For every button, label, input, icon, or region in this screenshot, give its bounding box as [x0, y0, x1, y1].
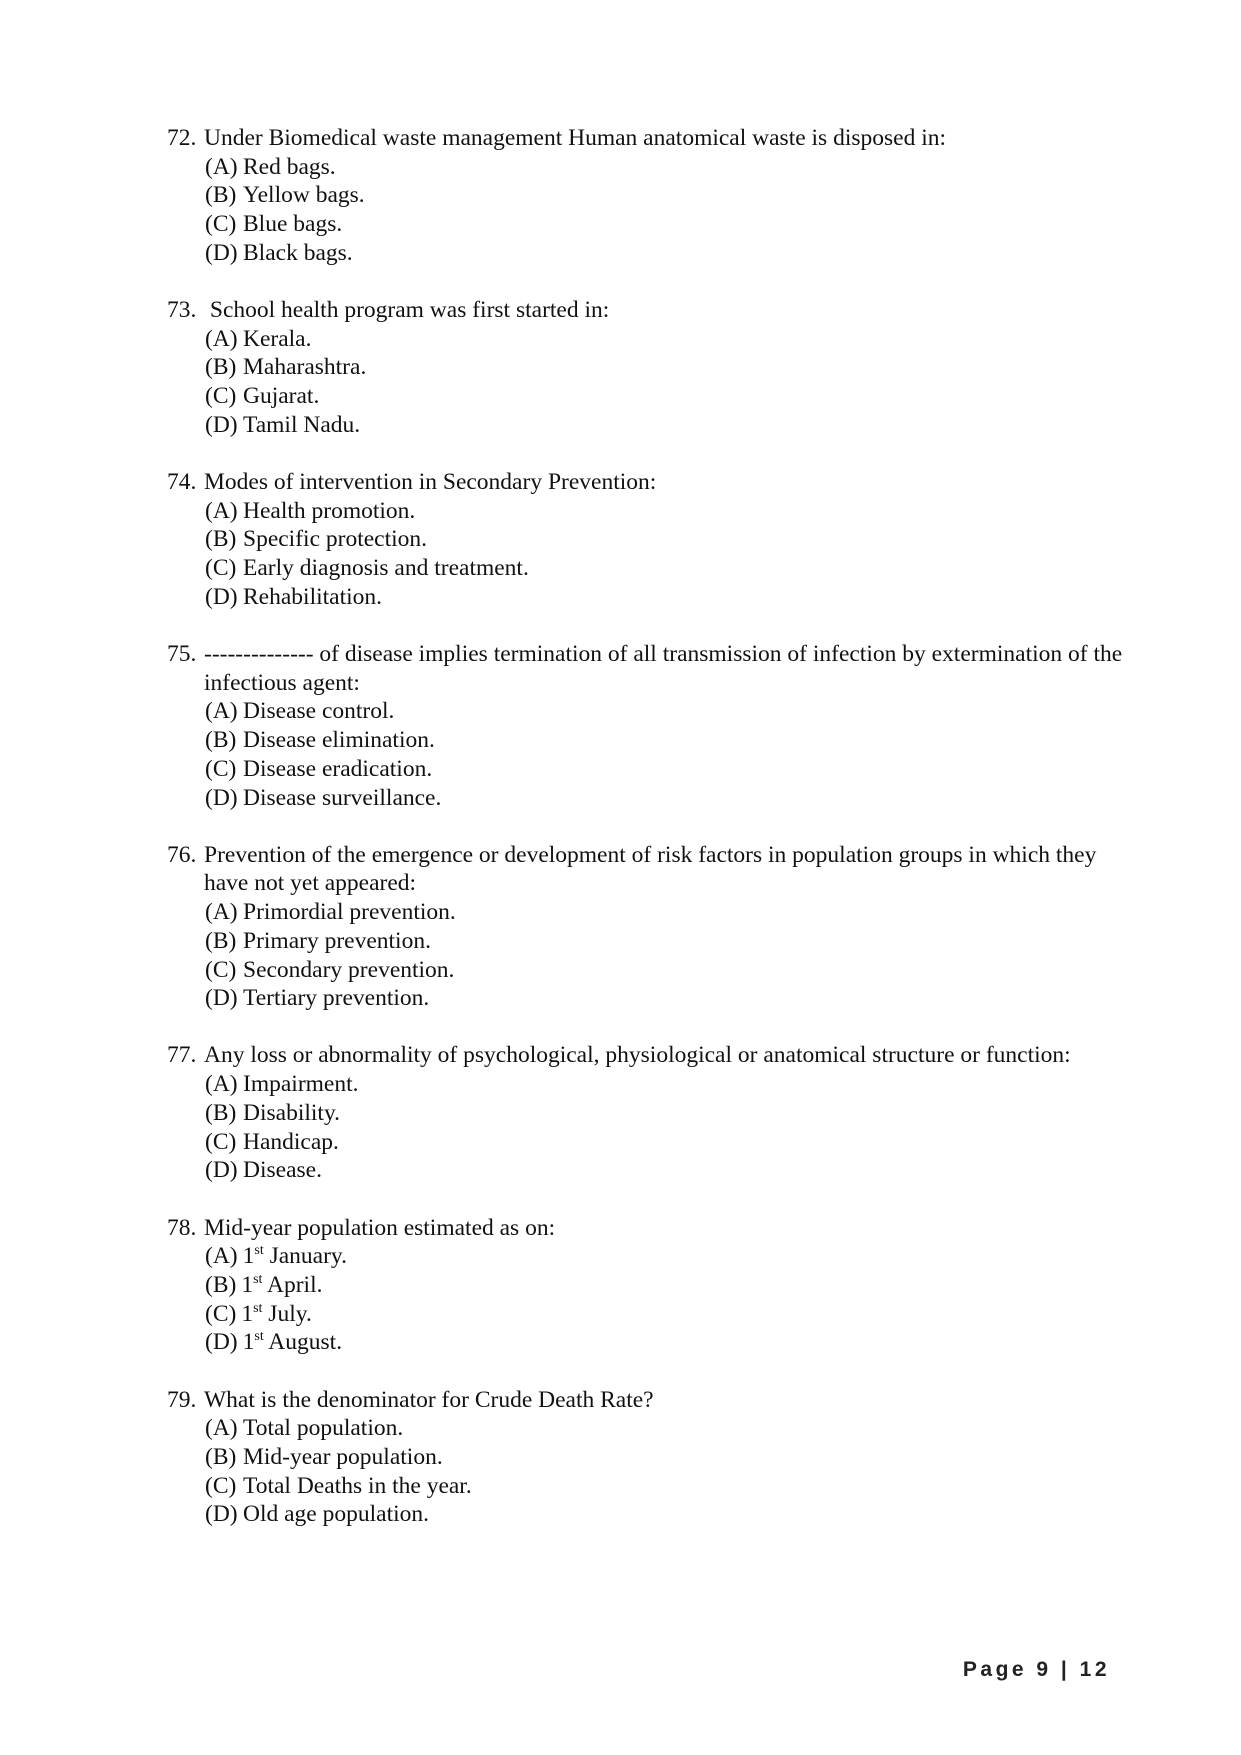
- question-text: Any loss or abnormality of psychological, physiological or anatomical structure or function:: [204, 1042, 1071, 1069]
- option-letter: (B): [205, 1443, 237, 1470]
- question-heading: [167, 640, 1137, 697]
- answer-option: [205, 898, 1137, 927]
- option-ordinal: 1: [241, 1271, 254, 1298]
- question-number: 74.: [167, 469, 197, 496]
- option-letter: (A): [205, 1071, 238, 1098]
- answer-option: [205, 1414, 1137, 1443]
- answer-option: [205, 1443, 1137, 1472]
- option-text: Disease eradication.: [243, 755, 433, 782]
- question-number: 75.: [167, 641, 197, 668]
- question-item: [167, 124, 1137, 268]
- question-number: 78.: [167, 1214, 197, 1241]
- option-text: Specific protection.: [243, 526, 428, 553]
- ordinal-suffix: st: [254, 1243, 264, 1259]
- option-letter: (B): [205, 182, 237, 209]
- answer-option: [205, 1472, 1137, 1501]
- option-letter: (B): [205, 1271, 237, 1298]
- question-text: -------------- of disease implies termination of all transmission of infection by extermination of the infectious agent:: [204, 641, 1129, 696]
- question-heading: [167, 1386, 1137, 1415]
- option-text: Disability.: [243, 1099, 341, 1126]
- answer-option: [205, 1271, 1137, 1300]
- answer-option: [205, 554, 1137, 583]
- answer-option: [205, 755, 1137, 784]
- question-number: 76.: [167, 841, 197, 868]
- question-item: [167, 468, 1137, 612]
- option-letter: (D): [205, 583, 238, 610]
- option-letter: (B): [205, 927, 237, 954]
- answer-option: [205, 1128, 1137, 1157]
- answer-option: [205, 239, 1137, 268]
- answer-options: [167, 153, 1137, 268]
- option-letter: (A): [205, 698, 238, 725]
- question-heading: [167, 468, 1137, 497]
- answer-options: [167, 1414, 1137, 1529]
- option-text: Old age population.: [243, 1501, 430, 1528]
- option-text: [241, 1271, 322, 1300]
- option-text: Maharashtra.: [243, 354, 367, 381]
- option-letter: (A): [205, 899, 238, 926]
- option-text: Primary prevention.: [243, 927, 431, 954]
- question-number: 72.: [167, 125, 197, 151]
- answer-option: [205, 1242, 1137, 1271]
- question-item: [167, 1386, 1137, 1530]
- question-number: 79.: [167, 1386, 197, 1413]
- option-text: Red bags.: [243, 153, 336, 180]
- option-ordinal: 1: [241, 1300, 254, 1327]
- option-letter: (D): [205, 1501, 238, 1528]
- option-label: July.: [262, 1300, 312, 1327]
- answer-option: [205, 153, 1137, 182]
- option-letter: (D): [205, 784, 238, 811]
- question-text: Modes of intervention in Secondary Prevention:: [204, 469, 657, 496]
- option-text: Tertiary prevention.: [243, 985, 430, 1012]
- answer-option: [205, 1328, 1137, 1357]
- answer-options: [167, 497, 1137, 612]
- option-text: Health promotion.: [243, 497, 416, 524]
- option-letter: (C): [205, 1128, 237, 1155]
- option-text: Yellow bags.: [243, 182, 365, 209]
- answer-option: [205, 583, 1137, 612]
- question-number: 77.: [167, 1042, 197, 1069]
- question-heading: [167, 296, 1137, 325]
- answer-options: [167, 697, 1137, 812]
- question-text: Under Biomedical waste management Human anatomical waste is disposed in:: [204, 125, 947, 151]
- option-letter: (C): [205, 1472, 237, 1499]
- option-letter: (A): [205, 497, 238, 524]
- answer-options: [167, 1242, 1137, 1357]
- answer-options: [167, 325, 1137, 440]
- question-heading: [167, 1214, 1137, 1243]
- option-letter: (C): [205, 383, 237, 410]
- option-text: Early diagnosis and treatment.: [243, 555, 529, 582]
- question-item: [167, 640, 1137, 812]
- question-heading: [167, 1041, 1137, 1070]
- option-label: April.: [262, 1271, 323, 1298]
- answer-option: [205, 353, 1137, 382]
- option-text: [243, 1242, 347, 1271]
- answer-option: [205, 525, 1137, 554]
- option-text: [241, 1300, 312, 1329]
- question-heading: [167, 124, 1137, 153]
- option-text: Disease.: [243, 1157, 322, 1184]
- option-letter: (D): [205, 411, 238, 438]
- option-letter: (B): [205, 727, 237, 754]
- question-item: [167, 1214, 1137, 1358]
- question-heading: [167, 841, 1137, 898]
- answer-option: [205, 325, 1137, 354]
- question-text: What is the denominator for Crude Death Rate?: [204, 1386, 654, 1413]
- answer-option: [205, 927, 1137, 956]
- answer-option: [205, 411, 1137, 440]
- option-letter: (A): [205, 1243, 238, 1270]
- question-text: School health program was first started in:: [204, 297, 610, 324]
- ordinal-suffix: st: [253, 1300, 263, 1316]
- option-letter: (D): [205, 1329, 238, 1356]
- question-item: [167, 1041, 1137, 1185]
- option-letter: (C): [205, 1300, 237, 1327]
- question-item: [167, 296, 1137, 440]
- question-number: 73.: [167, 297, 197, 324]
- option-letter: (D): [205, 1157, 238, 1184]
- option-letter: (B): [205, 526, 237, 553]
- answer-option: [205, 697, 1137, 726]
- option-letter: (C): [205, 956, 237, 983]
- answer-option: [205, 956, 1137, 985]
- answer-option: [205, 1070, 1137, 1099]
- option-label: August.: [263, 1329, 343, 1356]
- option-letter: (B): [205, 354, 237, 381]
- option-text: [243, 1328, 342, 1357]
- option-letter: (B): [205, 1099, 237, 1126]
- option-letter: (A): [205, 153, 238, 180]
- option-letter: (D): [205, 239, 238, 266]
- question-text: Prevention of the emergence or development of risk factors in population groups in which they have not yet appeared:: [204, 841, 1103, 897]
- option-ordinal: 1: [242, 1243, 255, 1270]
- page-number-footer: Page 9 | 12: [962, 1658, 1110, 1681]
- option-text: Total population.: [243, 1415, 404, 1442]
- answer-option: [205, 1300, 1137, 1329]
- ordinal-suffix: st: [253, 1271, 263, 1287]
- option-text: Primordial prevention.: [243, 899, 456, 926]
- option-letter: (A): [205, 325, 238, 352]
- option-text: Gujarat.: [243, 383, 320, 410]
- option-text: Total Deaths in the year.: [243, 1472, 472, 1499]
- option-text: Secondary prevention.: [243, 956, 455, 983]
- option-text: Black bags.: [243, 239, 353, 266]
- answer-option: [205, 1099, 1137, 1128]
- option-label: January.: [263, 1243, 348, 1270]
- option-letter: (D): [205, 985, 238, 1012]
- answer-option: [205, 984, 1137, 1013]
- question-list: [167, 124, 1137, 1558]
- option-text: Blue bags.: [243, 211, 343, 238]
- answer-options: [167, 1070, 1137, 1185]
- option-letter: (A): [205, 1415, 238, 1442]
- question-text: Mid-year population estimated as on:: [204, 1214, 556, 1241]
- answer-option: [205, 1500, 1137, 1529]
- answer-option: [205, 210, 1137, 239]
- option-ordinal: 1: [242, 1329, 255, 1356]
- option-text: Impairment.: [243, 1071, 359, 1098]
- ordinal-suffix: st: [254, 1329, 264, 1345]
- answer-option: [205, 784, 1137, 813]
- option-text: Disease elimination.: [243, 727, 435, 754]
- answer-option: [205, 726, 1137, 755]
- option-text: Disease control.: [243, 698, 395, 725]
- option-letter: (C): [205, 211, 237, 238]
- question-item: [167, 841, 1137, 1013]
- option-text: Kerala.: [243, 325, 312, 352]
- option-text: Rehabilitation.: [243, 583, 383, 610]
- answer-option: [205, 497, 1137, 526]
- answer-options: [167, 898, 1137, 1013]
- answer-option: [205, 1156, 1137, 1185]
- option-text: Tamil Nadu.: [243, 411, 361, 438]
- option-letter: (C): [205, 755, 237, 782]
- answer-option: [205, 181, 1137, 210]
- option-letter: (C): [205, 555, 237, 582]
- option-text: Handicap.: [243, 1128, 339, 1155]
- option-text: Disease surveillance.: [243, 784, 442, 811]
- option-text: Mid-year population.: [243, 1443, 443, 1470]
- answer-option: [205, 382, 1137, 411]
